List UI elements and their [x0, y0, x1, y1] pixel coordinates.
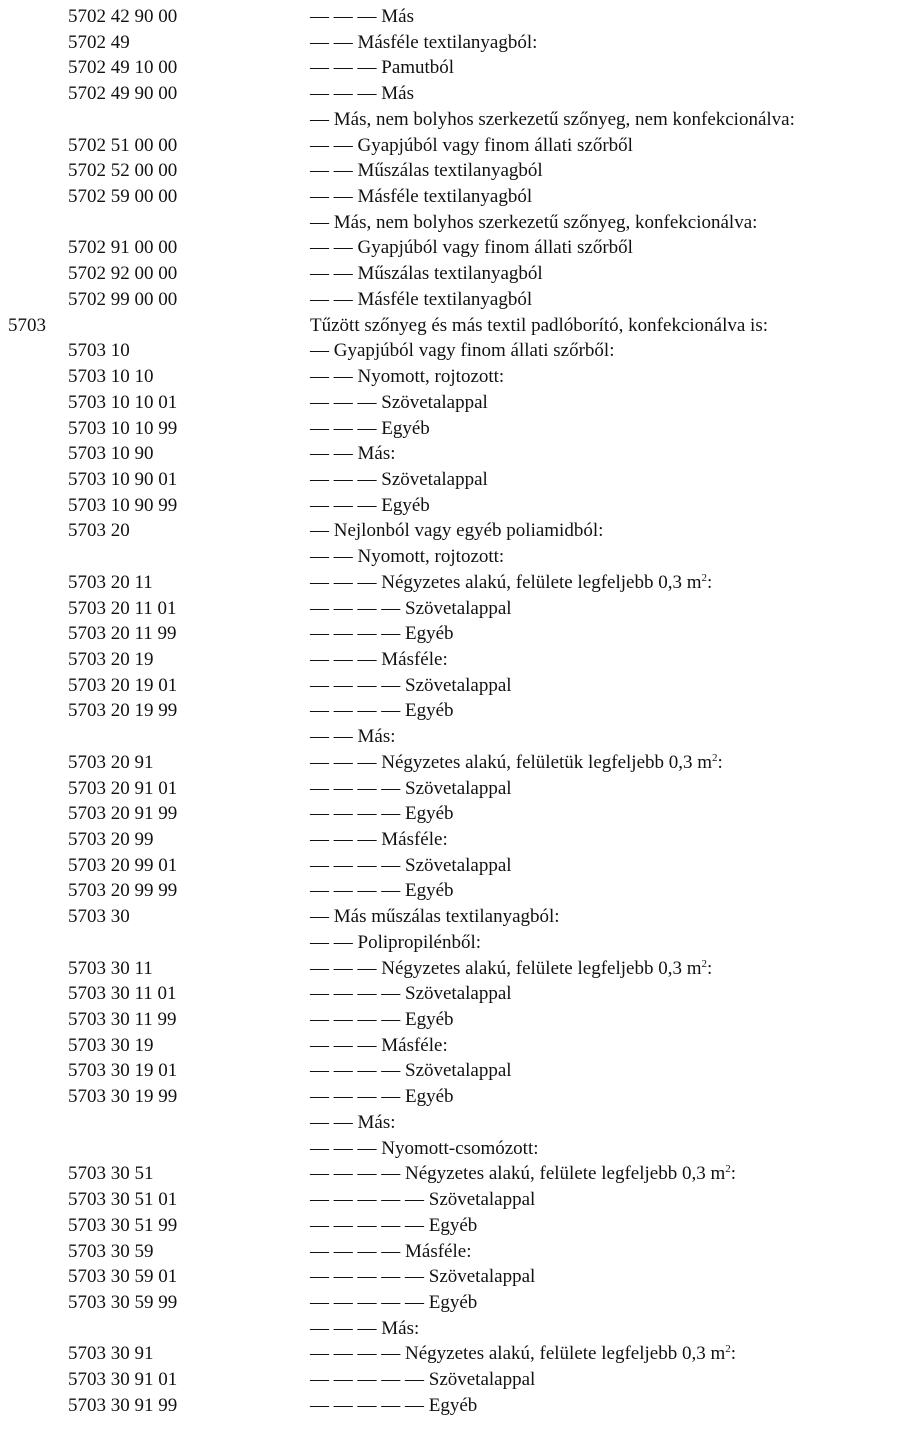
tariff-description [310, 518, 603, 544]
tariff-description [310, 81, 414, 107]
tariff-code: 5703 30 19 [68, 1034, 154, 1056]
tariff-description [310, 1161, 736, 1187]
tariff-description [310, 1341, 736, 1367]
tariff-code: 5703 10 90 01 [68, 468, 178, 490]
tariff-description [310, 441, 396, 467]
description-text: — — — — Egyéb [310, 1086, 454, 1108]
tariff-description [310, 210, 757, 236]
tariff-description [310, 1187, 535, 1213]
description-suffix: : [730, 1163, 737, 1185]
tariff-description [310, 1033, 448, 1059]
table-row [0, 493, 900, 519]
tariff-description [310, 1136, 539, 1162]
tariff-description [310, 698, 454, 724]
tariff-description [310, 878, 454, 904]
table-row [0, 750, 900, 776]
tariff-description [310, 133, 633, 159]
tariff-description [310, 158, 543, 184]
description-text: — — — — Másféle: [310, 1240, 472, 1262]
description-text: — — — Más [310, 6, 414, 27]
tariff-code: 5702 49 [68, 31, 130, 53]
description-text: — — — Pamutból [310, 57, 455, 79]
description-text: — — — Szövetalappal [310, 391, 488, 413]
description-text: — — Nyomott, rojtozott: [310, 366, 505, 388]
tariff-code: 5703 30 11 99 [68, 1009, 177, 1031]
tariff-description [310, 184, 532, 210]
description-text: — — — — — Egyéb [310, 1394, 478, 1416]
tariff-code: 5703 10 10 [68, 366, 154, 388]
description-text: — — Nyomott, rojtozott: [310, 546, 505, 568]
tariff-description [310, 338, 614, 364]
unit-exponent: 2 [701, 957, 707, 970]
table-row [0, 981, 900, 1007]
tariff-code: 5702 49 90 00 [68, 83, 178, 105]
description-suffix: : [717, 751, 723, 773]
tariff-description [310, 1084, 454, 1110]
description-text: — — — — — Szövetalappal [310, 1369, 536, 1391]
tariff-code: 5703 30 59 [68, 1240, 154, 1262]
table-row [0, 1290, 900, 1316]
tariff-description [310, 390, 488, 416]
tariff-code: 5702 92 00 00 [68, 263, 178, 285]
tariff-code: 5703 20 11 99 [68, 623, 177, 645]
table-row [0, 673, 900, 699]
tariff-description [310, 776, 512, 802]
tariff-description [310, 4, 414, 30]
tariff-description [310, 981, 512, 1007]
tariff-description [310, 1110, 396, 1136]
description-text: — — — — Szövetalappal [310, 1060, 512, 1082]
tariff-description [310, 1213, 477, 1239]
table-row [0, 364, 900, 390]
tariff-description [310, 596, 512, 622]
unit-exponent: 2 [712, 751, 718, 764]
tariff-code: 5703 30 51 01 [68, 1189, 178, 1211]
description-text: — — Másféle textilanyagból [310, 288, 533, 310]
table-row [0, 81, 900, 107]
tariff-code: 5703 10 90 99 [68, 494, 178, 516]
table-row [0, 1084, 900, 1110]
tariff-description [310, 467, 488, 493]
table-row [0, 235, 900, 261]
tariff-description [310, 904, 560, 930]
description-text: — — Másféle textilanyagból: [310, 31, 538, 53]
tariff-description [310, 1393, 477, 1419]
tariff-code: 5702 59 00 00 [68, 186, 178, 208]
table-row [0, 570, 900, 596]
description-text: — Más műszálas textilanyagból: [310, 906, 560, 928]
table-row [0, 55, 900, 81]
description-text: — — Műszálas textilanyagból [310, 160, 543, 182]
tariff-code: 5703 20 99 99 [68, 880, 178, 902]
description-text: — — — — Egyéb [310, 803, 454, 825]
table-row [0, 1367, 900, 1393]
table-row [0, 776, 900, 802]
tariff-code: 5703 20 99 01 [68, 854, 178, 876]
description-text: — — Gyapjúból vagy finom állati szőrből [310, 237, 633, 259]
tariff-description [310, 801, 454, 827]
tariff-code: 5703 10 [68, 340, 130, 362]
table-row [0, 1033, 900, 1059]
table-row [0, 724, 900, 750]
description-text: — — — Más: [310, 1317, 420, 1339]
tariff-description [310, 750, 723, 776]
tariff-description [310, 55, 454, 81]
tariff-code: 5703 20 [68, 520, 130, 542]
table-row [0, 827, 900, 853]
tariff-description [310, 930, 481, 956]
tariff-description [310, 570, 712, 596]
description-text: — — — Más [310, 83, 414, 105]
description-suffix: : [706, 571, 713, 593]
tariff-description [310, 30, 537, 56]
tariff-code: 5703 20 19 99 [68, 700, 178, 722]
tariff-code: 5703 20 11 [68, 571, 153, 593]
tariff-code: 5703 30 91 99 [68, 1394, 178, 1416]
table-row [0, 904, 900, 930]
table-row [0, 390, 900, 416]
tariff-code: 5703 30 11 [68, 957, 153, 979]
description-text: — — Műszálas textilanyagból [310, 263, 543, 285]
description-text: — — — Egyéb [310, 494, 430, 516]
tariff-code: 5703 20 91 [68, 751, 154, 773]
tariff-code: 5703 20 99 [68, 829, 154, 850]
tariff-code: 5703 30 91 [68, 1343, 154, 1365]
tariff-code-table [0, 4, 900, 1419]
table-row [0, 698, 900, 724]
description-text: — Gyapjúból vagy finom állati szőrből: [310, 340, 615, 362]
tariff-code: 5702 49 10 00 [68, 57, 178, 79]
table-row [0, 184, 900, 210]
description-text: — — Más: [310, 1111, 396, 1133]
tariff-code: 5702 99 00 00 [68, 288, 178, 310]
table-row [0, 956, 900, 982]
description-text: — — — — — Egyéb [310, 1214, 478, 1236]
description-text: — — — — — Szövetalappal [310, 1266, 536, 1288]
description-text: — — — Szövetalappal [310, 468, 488, 490]
table-row [0, 1161, 900, 1187]
description-text: — — — Négyzetes alakú, felülete legfeljebb 0,3 m [310, 957, 702, 979]
tariff-description [310, 1290, 477, 1316]
tariff-code: 5702 51 00 00 [68, 134, 178, 156]
description-text: — — — — Egyéb [310, 623, 454, 645]
tariff-code: 5703 30 51 [68, 1163, 154, 1185]
description-text: — — — Négyzetes alakú, felülete legfeljebb 0,3 m [310, 571, 702, 593]
table-row [0, 1110, 900, 1136]
tariff-code: 5702 52 00 00 [68, 160, 178, 182]
table-row [0, 544, 900, 570]
description-text: — — — — Szövetalappal [310, 854, 512, 876]
description-suffix: : [706, 957, 713, 979]
table-row [0, 621, 900, 647]
table-row [0, 647, 900, 673]
description-text: — — — — Egyéb [310, 700, 454, 722]
description-text: — — — — Szövetalappal [310, 674, 512, 696]
table-row [0, 1239, 900, 1265]
table-row [0, 441, 900, 467]
description-text: — — — Négyzetes alakú, felületük legfeljebb 0,3 m [310, 751, 713, 773]
tariff-code: 5703 20 91 99 [68, 803, 178, 825]
description-text: — — — — Szövetalappal [310, 983, 512, 1005]
table-row [0, 107, 900, 133]
tariff-code: 5703 30 19 01 [68, 1060, 178, 1082]
tariff-code: 5703 20 19 [68, 648, 154, 670]
description-text: — — — — — Szövetalappal [310, 1189, 536, 1211]
tariff-code: 5703 20 91 01 [68, 777, 178, 799]
table-row [0, 1213, 900, 1239]
tariff-description [310, 364, 504, 390]
tariff-code: 5703 30 11 01 [68, 983, 177, 1005]
description-text: — — — — Egyéb [310, 880, 454, 902]
table-row [0, 1393, 900, 1419]
description-text: — Más, nem bolyhos szerkezetű szőnyeg, nem konfekcionálva: [310, 108, 795, 130]
tariff-code: 5703 30 59 99 [68, 1291, 178, 1313]
table-row [0, 210, 900, 236]
table-row [0, 1264, 900, 1290]
table-row [0, 1341, 900, 1367]
tariff-description [310, 261, 543, 287]
table-row [0, 596, 900, 622]
table-row [0, 1316, 900, 1342]
unit-exponent: 2 [725, 1343, 731, 1356]
table-row [0, 4, 900, 30]
tariff-description [310, 1264, 535, 1290]
unit-exponent: 2 [701, 571, 707, 584]
table-row [0, 313, 900, 339]
table-row [0, 30, 900, 56]
tariff-description [310, 853, 512, 879]
table-row [0, 287, 900, 313]
table-row [0, 1007, 900, 1033]
tariff-code: 5703 30 51 99 [68, 1214, 178, 1236]
table-row [0, 467, 900, 493]
table-row [0, 853, 900, 879]
table-row [0, 158, 900, 184]
tariff-description [310, 416, 430, 442]
tariff-code: 5703 20 19 01 [68, 674, 178, 696]
description-text: — — — Egyéb [310, 417, 430, 439]
tariff-description [310, 1007, 454, 1033]
description-text: — — — Másféle: [310, 1034, 448, 1056]
table-row [0, 1136, 900, 1162]
table-row [0, 930, 900, 956]
tariff-code: 5703 30 59 01 [68, 1266, 178, 1288]
tariff-code: 5703 10 10 01 [68, 391, 178, 413]
tariff-description [310, 1316, 419, 1342]
tariff-code: 5703 30 [68, 906, 130, 928]
tariff-code: 5703 30 91 01 [68, 1369, 178, 1391]
description-text: Tűzött szőnyeg és más textil padlóborító, konfekcionálva is: [310, 314, 769, 336]
table-row [0, 133, 900, 159]
tariff-code: 5703 10 10 99 [68, 417, 178, 439]
table-row [0, 338, 900, 364]
tariff-description [310, 647, 448, 673]
description-text: — — — — Négyzetes alakú, felülete legfeljebb 0,3 m [310, 1163, 726, 1185]
tariff-code: 5703 20 11 01 [68, 597, 177, 619]
description-text: — — — — Egyéb [310, 1009, 454, 1031]
description-text: — — Más: [310, 726, 396, 748]
tariff-description [310, 493, 430, 519]
description-text: — — Másféle textilanyagból [310, 186, 533, 208]
tariff-description [310, 107, 795, 133]
table-row [0, 416, 900, 442]
unit-exponent: 2 [725, 1163, 731, 1176]
tariff-description [310, 827, 448, 853]
tariff-code: 5702 91 00 00 [68, 237, 178, 259]
table-row [0, 518, 900, 544]
tariff-code: 5703 10 90 [68, 443, 154, 465]
tariff-description [310, 724, 396, 750]
description-text: — — Más: [310, 443, 396, 465]
description-text: — — — Másféle: [310, 829, 448, 850]
tariff-description [310, 235, 633, 261]
tariff-description [310, 544, 504, 570]
tariff-description [310, 313, 768, 339]
description-text: — Nejlonból vagy egyéb poliamidból: [310, 520, 604, 542]
table-row [0, 878, 900, 904]
tariff-description [310, 621, 454, 647]
description-text: — — — — — Egyéb [310, 1291, 478, 1313]
description-text: — — Gyapjúból vagy finom állati szőrből [310, 134, 633, 156]
tariff-description [310, 1239, 471, 1265]
table-row [0, 801, 900, 827]
table-row [0, 1058, 900, 1084]
tariff-description [310, 673, 512, 699]
table-row [0, 261, 900, 287]
description-text: — — — — Szövetalappal [310, 777, 512, 799]
tariff-description [310, 1058, 512, 1084]
tariff-description [310, 287, 532, 313]
tariff-code: 5703 30 19 99 [68, 1086, 178, 1108]
heading-code: 5703 [8, 314, 46, 336]
tariff-code: 5702 42 90 00 [68, 6, 178, 27]
table-row [0, 1187, 900, 1213]
description-suffix: : [730, 1343, 737, 1365]
description-text: — — — — Négyzetes alakú, felülete legfeljebb 0,3 m [310, 1343, 726, 1365]
tariff-description [310, 956, 712, 982]
description-text: — — — Nyomott-csomózott: [310, 1137, 539, 1159]
description-text: — — — Másféle: [310, 648, 448, 670]
description-text: — — Polipropilénből: [310, 931, 481, 953]
description-text: — — — — Szövetalappal [310, 597, 512, 619]
tariff-description [310, 1367, 535, 1393]
description-text: — Más, nem bolyhos szerkezetű szőnyeg, konfekcionálva: [310, 211, 758, 233]
